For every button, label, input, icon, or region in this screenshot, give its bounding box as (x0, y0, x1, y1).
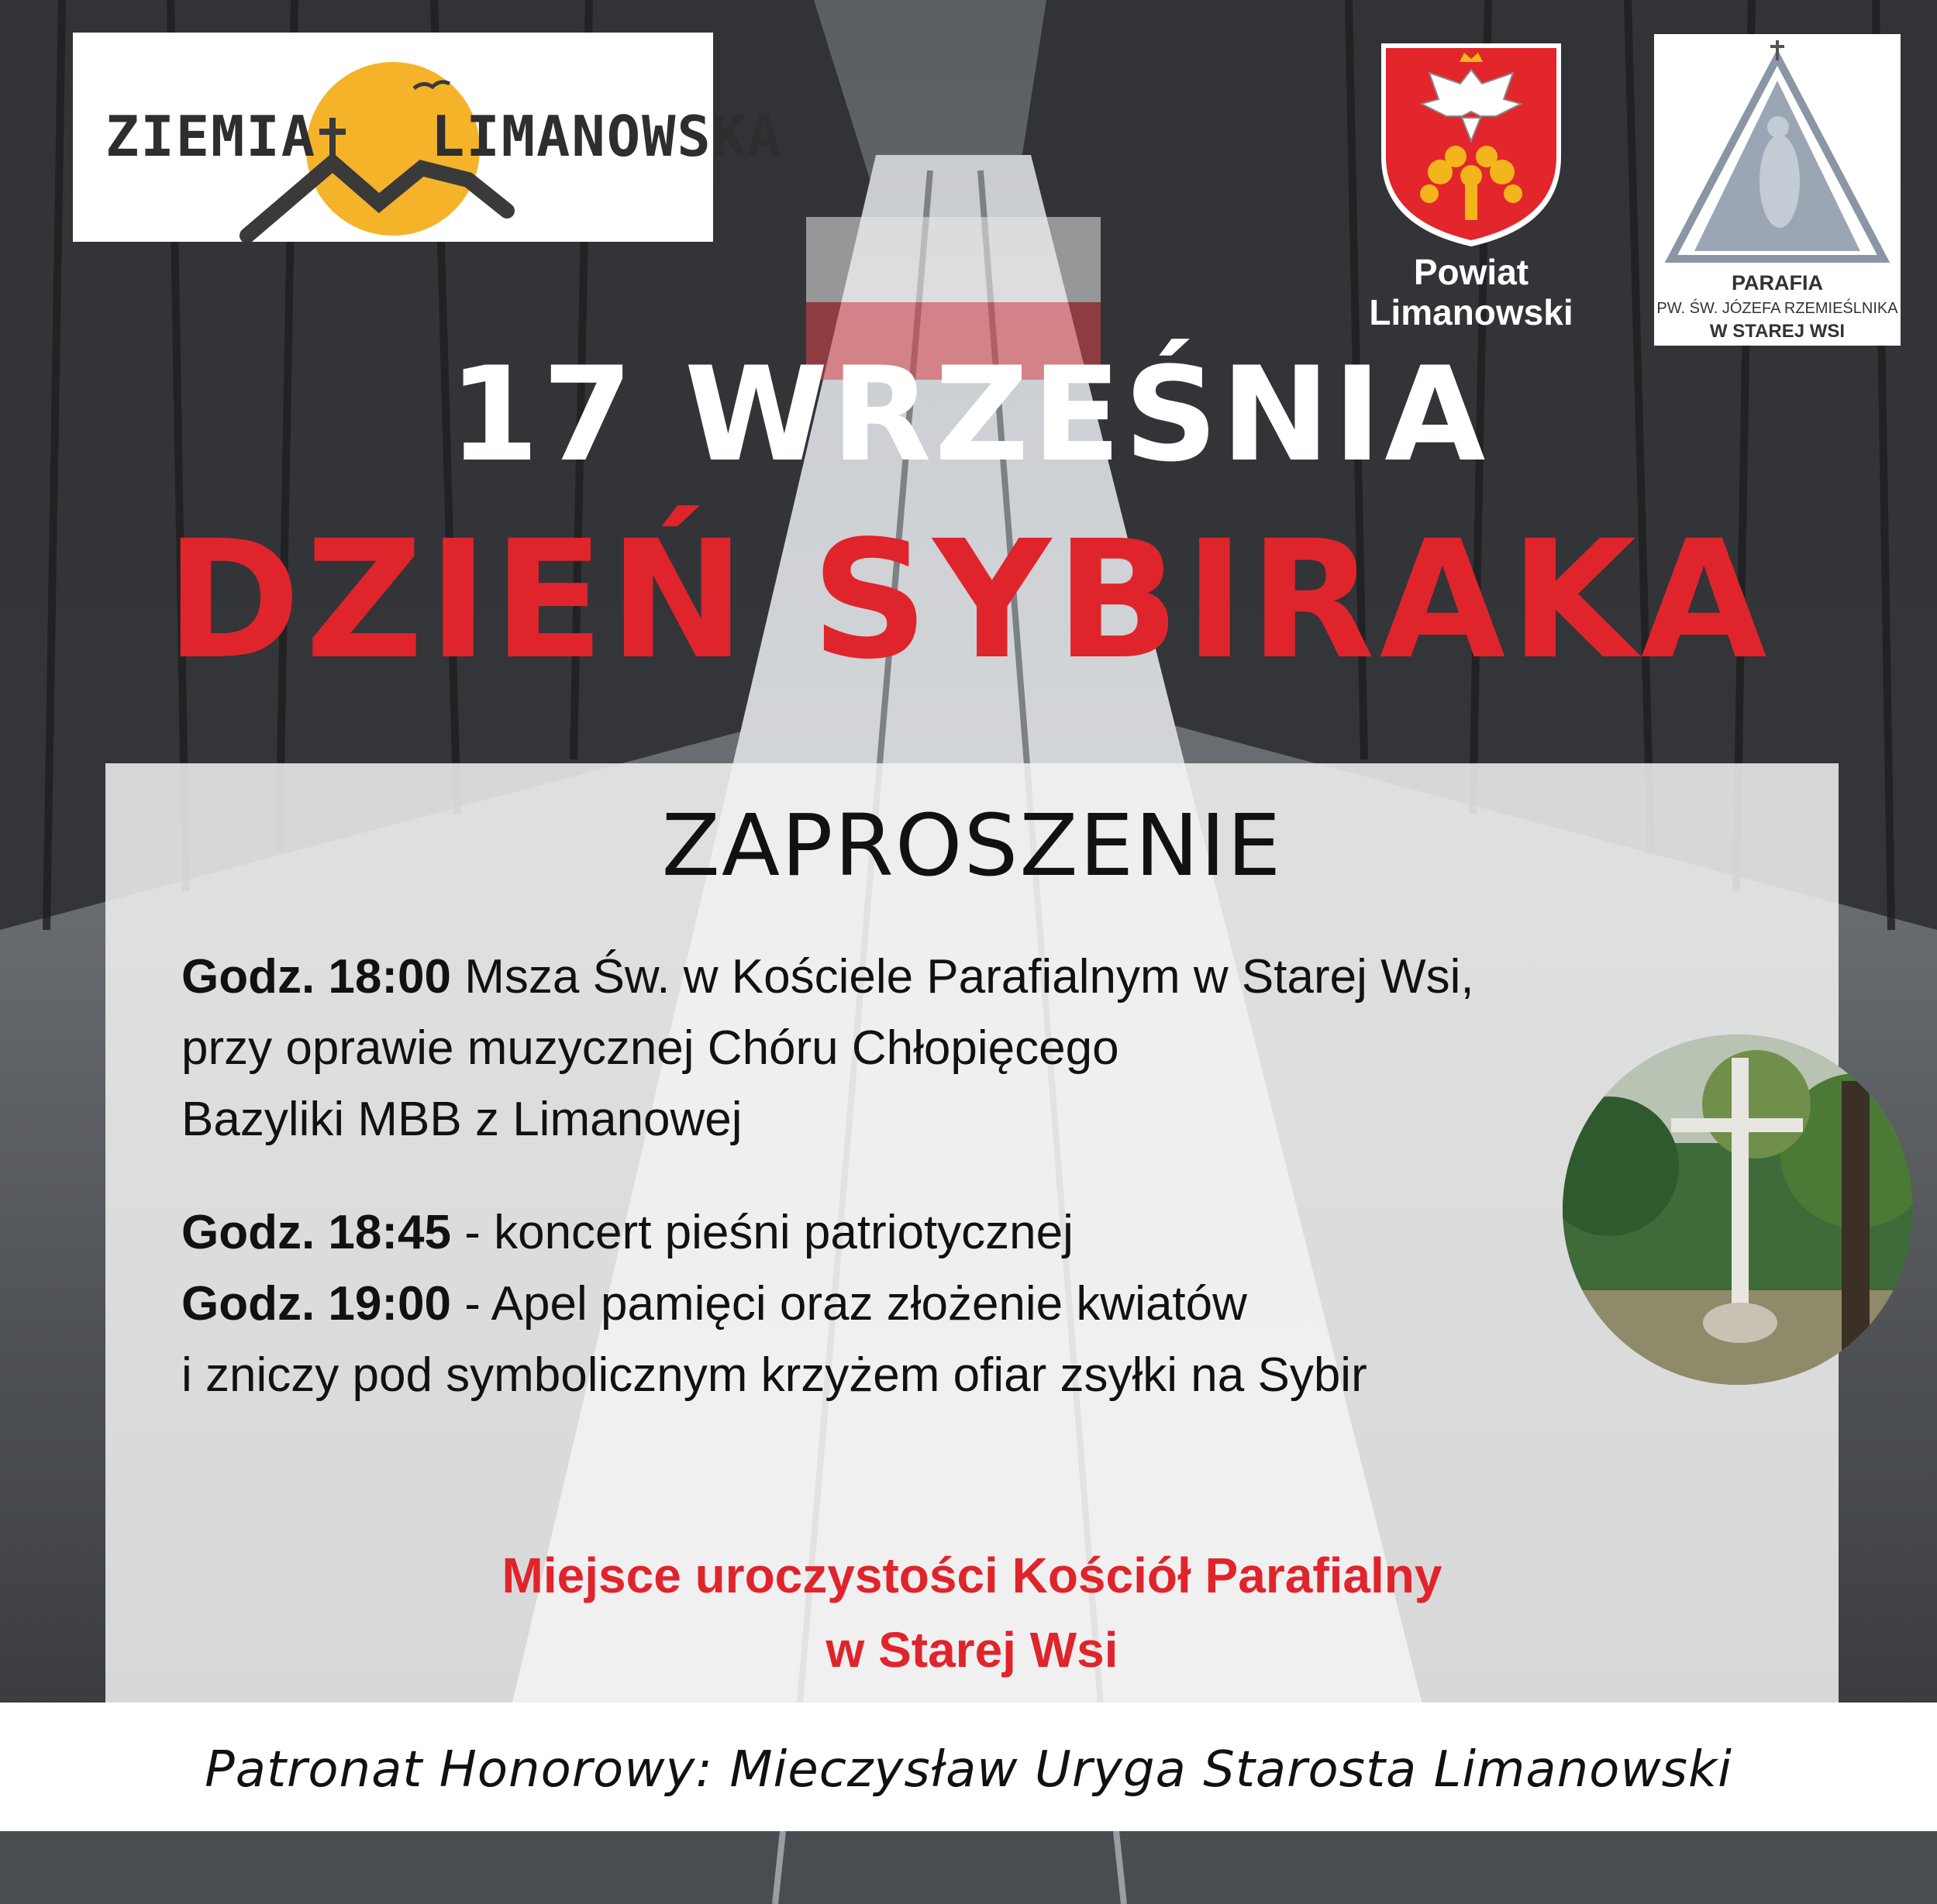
event-text: - Apel pamięci oraz złożenie kwiatów (451, 1277, 1247, 1331)
headline-date: 17 WRZEŚNIA (448, 339, 1489, 491)
place-line2: w Starej Wsi (825, 1622, 1118, 1678)
logo-word-ziemia: ZIEMIA (105, 104, 317, 169)
parafia-label-line1: PARAFIA (1732, 271, 1823, 294)
memorial-cross-photo (1563, 1035, 1913, 1385)
event-place (105, 1538, 1839, 1687)
headline-title: DZIEŃ SYBIRAKA (165, 505, 1772, 695)
event-1800 (181, 942, 1474, 1155)
powiat-label (1318, 252, 1625, 332)
powiat-crest-icon (1378, 40, 1564, 250)
powiat-label-line1: Powiat (1413, 252, 1529, 292)
event-text: Msza Św. w Kościele Parafialnym w Starej Wsi, (451, 950, 1474, 1004)
event-text: Bazyliki MBB z Limanowej (181, 1093, 743, 1146)
powiat-label-line2: Limanowski (1369, 292, 1573, 332)
parafia-label-line3: W STAREJ WSI (1709, 321, 1846, 342)
ziemia-limanowska-logo (73, 33, 783, 242)
church-triangle-icon (1654, 34, 1901, 267)
parafia-logo (1654, 34, 1901, 346)
event-text: przy oprawie muzycznej Chóru Chłopięcego (181, 1021, 1119, 1075)
event-time: Godz. 18:00 (181, 950, 451, 1004)
event-text: - koncert pieśni patriotycznej (451, 1206, 1074, 1259)
logo-word-limanowska: LIMANOWSKA (431, 104, 783, 169)
birch-cross-icon (1563, 1035, 1913, 1385)
event-text: i zniczy pod symbolicznym krzyżem ofiar zsyłki na Sybir (181, 1348, 1367, 1402)
invitation-title: ZAPROSZENIE (661, 796, 1283, 895)
event-time: Godz. 18:45 (181, 1206, 451, 1259)
place-line1: Miejsce uroczystości Kościół Parafialny (501, 1548, 1442, 1603)
event-1900 (181, 1269, 1367, 1411)
event-1845 (181, 1197, 1074, 1269)
patronage-text: Patronat Honorowy: Mieczysław Uryga Starosta Limanowski (205, 1741, 1732, 1799)
parafia-label-line2: PW. ŚW. JÓZEFA RZEMIEŚLNIKA (1656, 300, 1898, 317)
patronage-bar (0, 1703, 1937, 1831)
event-time: Godz. 19:00 (181, 1277, 451, 1331)
